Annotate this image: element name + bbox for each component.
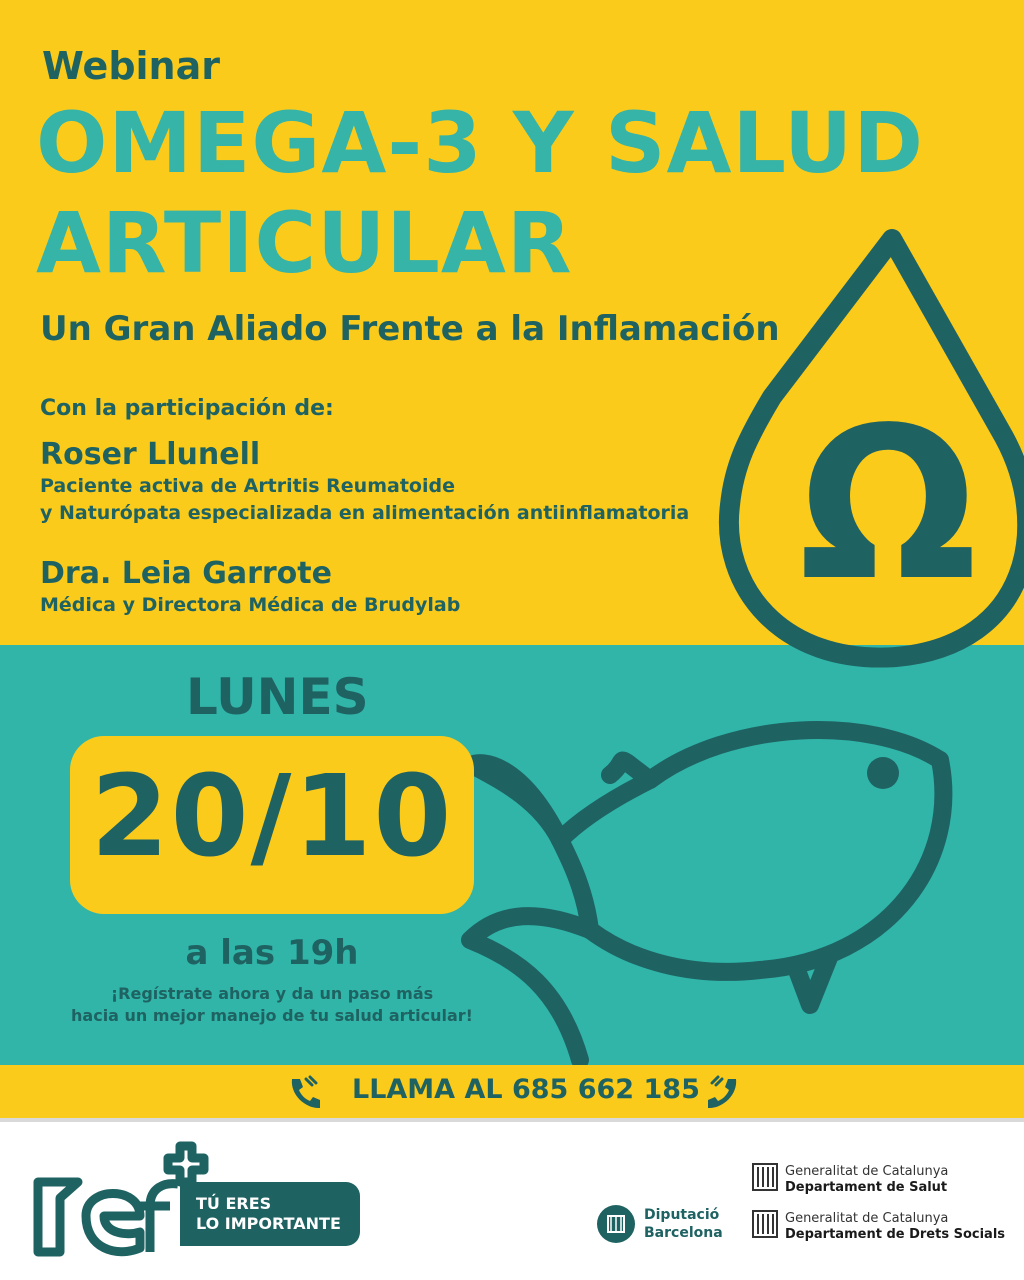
speaker-role: Médica y Directora Médica de Brudylab [40, 594, 461, 616]
department-name: Departament de Salut [785, 1180, 948, 1195]
page-title-line1: OMEGA-3 Y SALUD [36, 94, 924, 192]
ref-tagline: LO IMPORTANTE [196, 1214, 341, 1233]
generalitat-label: Generalitat de Catalunya [785, 1211, 949, 1226]
cta-text: hacia un mejor manejo de tu salud articular! [71, 1006, 473, 1025]
diputacio-name: Diputació [644, 1207, 720, 1223]
fish-icon [460, 720, 970, 1065]
diputacio-name: Barcelona [644, 1225, 723, 1241]
phone-icon [706, 1075, 742, 1111]
event-time: a las 19h [185, 933, 359, 973]
speaker-name: Dra. Leia Garrote [40, 556, 332, 591]
event-day: LUNES [186, 668, 369, 726]
phone-number[interactable]: LLAMA AL 685 662 185 [352, 1074, 700, 1105]
eyebrow: Webinar [42, 44, 220, 88]
ref-logo-text: ref [31, 1136, 33, 1137]
speaker-role: Paciente activa de Artritis Reumatoide [40, 475, 455, 497]
page-title-line2: ARTICULAR [36, 194, 573, 292]
ref-tagline: TÚ ERES [196, 1194, 272, 1213]
event-date: 20/10 [90, 752, 454, 882]
speakers-intro: Con la participación de: [40, 396, 334, 421]
generalitat-label: Generalitat de Catalunya [785, 1164, 949, 1179]
phone-icon [286, 1075, 322, 1111]
speaker-name: Roser Llunell [40, 437, 261, 472]
subtitle: Un Gran Aliado Frente a la Inflamación [40, 309, 780, 349]
omega-drop-icon [700, 225, 1024, 680]
department-name: Departament de Drets Socials [785, 1227, 1006, 1242]
svg-text:Ω: Ω [798, 382, 978, 627]
speaker-role: y Naturópata especializada en alimentación antiinflamatoria [40, 502, 690, 524]
generalitat-emblem-icon [752, 1210, 778, 1238]
generalitat-emblem-icon [752, 1163, 778, 1191]
diputacio-seal-icon [596, 1204, 636, 1244]
cta-text: ¡Regístrate ahora y da un paso más [110, 984, 434, 1003]
